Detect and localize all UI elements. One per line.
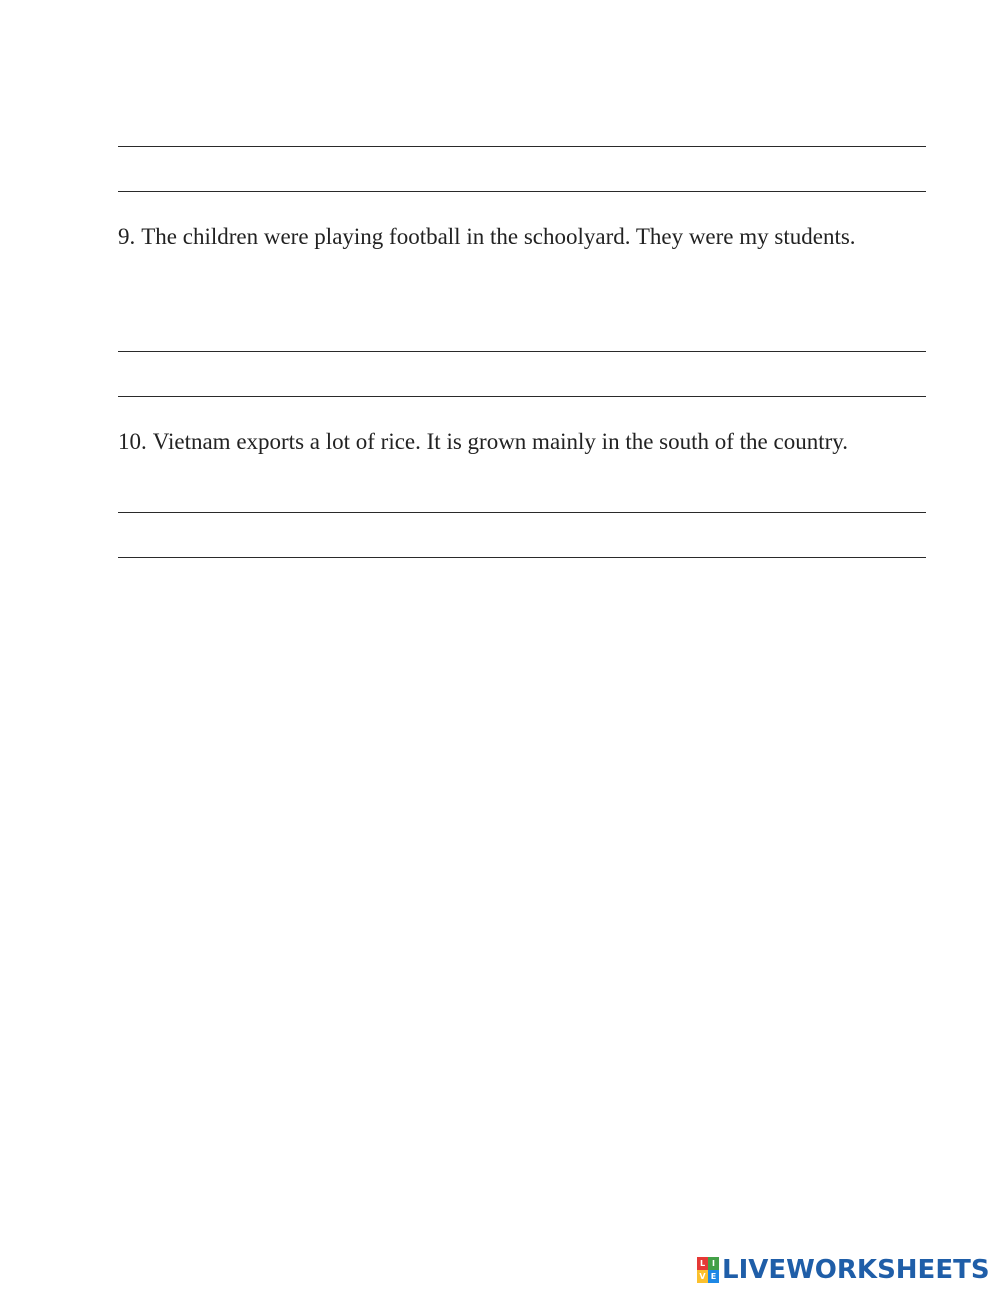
- question-text: The children were playing football in the schoolyard. They were my students.: [141, 224, 856, 249]
- logo-letter-l: L: [697, 1257, 708, 1270]
- liveworksheets-logo-icon: [697, 1257, 719, 1283]
- liveworksheets-wordmark: LIVEWORKSHEETS: [722, 1255, 990, 1285]
- question-text: Vietnam exports a lot of rice. It is grown mainly in the south of the country.: [152, 429, 849, 454]
- answer-line[interactable]: [118, 146, 926, 147]
- answer-line[interactable]: [118, 512, 926, 513]
- logo-letter-e: E: [708, 1270, 719, 1283]
- question-number: 10.: [118, 429, 147, 454]
- logo-letter-v: V: [697, 1270, 708, 1283]
- question-9: [118, 215, 930, 259]
- question-number: 9.: [118, 224, 136, 249]
- answer-line[interactable]: [118, 191, 926, 192]
- answer-line[interactable]: [118, 557, 926, 558]
- answer-line[interactable]: [118, 396, 926, 397]
- liveworksheets-logo: [697, 1254, 990, 1286]
- answer-line[interactable]: [118, 351, 926, 352]
- question-10: [118, 420, 930, 464]
- logo-letter-i: I: [708, 1257, 719, 1270]
